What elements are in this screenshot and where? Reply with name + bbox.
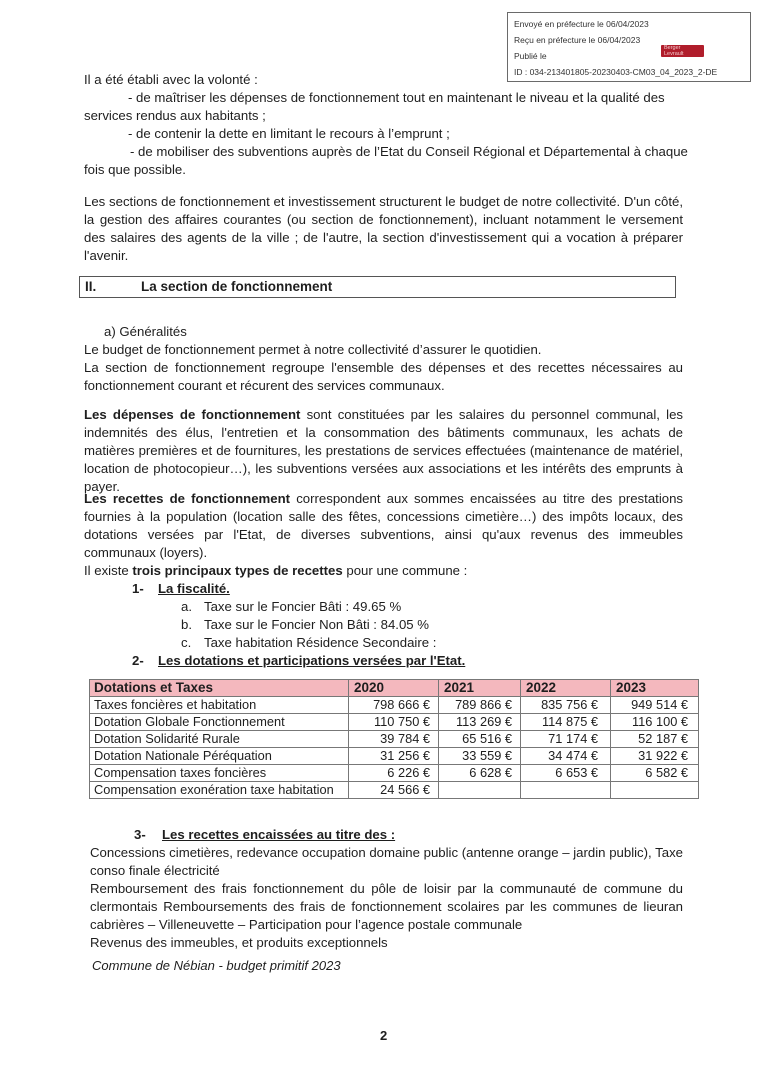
dotations-table: [89, 679, 699, 799]
page-number: 2: [380, 1028, 388, 1043]
header-2023: 2023: [611, 680, 699, 697]
section-number: II.: [85, 279, 97, 294]
row-label: Taxes foncières et habitation: [90, 697, 349, 714]
fiscalite-item-c: Taxe habitation Résidence Secondaire :: [204, 635, 437, 650]
cell-2022: [521, 782, 611, 799]
generalites-line-2: La section de fonctionnement regroupe l'ensemble des dépenses et des recettes nécessaires au fonctionnement courant et récurent des services communaux.: [84, 360, 683, 393]
cell-2022: 6 653 €: [521, 765, 611, 782]
prefecture-stamp: [507, 12, 751, 82]
table-row: [90, 782, 699, 799]
table-row: [90, 697, 699, 714]
intro-bullet-1a: - de maîtriser les dépenses de fonctionnement tout en maintenant le niveau et la qualité des: [128, 90, 665, 105]
cell-2022: 34 474 €: [521, 748, 611, 765]
cell-2023: 116 100 €: [611, 714, 699, 731]
recettes-text: correspondent aux sommes encaissées au titre des prestations fournies à la population (location salle des fêtes, concessions cimetière…) des impôts locaux, des dotations versées par l'Etat, de diverses subventions, ainsi qu'aux revenus des immeubles communaux (loyers).: [84, 491, 684, 560]
section-title: La section de fonctionnement: [141, 279, 333, 294]
dotations-title: Les dotations et participations versées par l'Etat.: [158, 653, 466, 668]
depenses-bold: Les dépenses de fonctionnement: [84, 407, 301, 422]
cell-2020: 39 784 €: [349, 731, 439, 748]
types-post: pour une commune :: [342, 563, 468, 578]
types-pre: Il existe: [84, 563, 133, 578]
cell-2021: 65 516 €: [439, 731, 521, 748]
document-footer: Commune de Nébian - budget primitif 2023: [92, 958, 341, 973]
cell-2021: [439, 782, 521, 799]
encaissees-paragraph-3: Revenus des immeubles, et produits exceptionnels: [90, 935, 388, 950]
row-label: Dotation Globale Fonctionnement: [90, 714, 349, 731]
intro-bullet-2: - de contenir la dette en limitant le recours à l’emprunt ;: [128, 126, 450, 141]
cell-2021: 113 269 €: [439, 714, 521, 731]
cell-2022: 835 756 €: [521, 697, 611, 714]
stamp-received-date: Reçu en préfecture le 06/04/2023: [514, 35, 641, 45]
cell-2020: 6 226 €: [349, 765, 439, 782]
sections-paragraph: Les sections de fonctionnement et investissement structurent le budget de notre collectivité. D'un côté, la gestion des affaires courantes (ou section de fonctionnement), incluant notamment le versement des salaires des agents de la ville ; de l'autre, la section d'investissement qui a vocation à préparer l'avenir.: [84, 194, 683, 263]
depenses-paragraph: [84, 406, 683, 496]
fiscalite-item-a-letter: a.: [181, 599, 192, 614]
intro-bullet-3b: fois que possible.: [84, 162, 186, 177]
logo-line-1: Berger: [664, 45, 681, 51]
cell-2023: 949 514 €: [611, 697, 699, 714]
logo-line-2: Levrault: [664, 51, 684, 57]
cell-2021: 6 628 €: [439, 765, 521, 782]
stamp-id: ID : 034-213401805-20230403-CM03_04_2023_2-DE: [514, 67, 718, 77]
header-2022: 2022: [521, 680, 611, 697]
fiscalite-number: 1-: [132, 581, 144, 596]
table-header-row: [90, 680, 699, 697]
types-bold: trois principaux types de recettes: [132, 563, 343, 578]
generalites-heading: a) Généralités: [104, 324, 187, 339]
encaissees-paragraph-2: Remboursement des frais fonctionnement du pôle de loisir par la communauté de commune du clermontais Remboursements des frais de fonctionnement scolaires par les communes de lieuran cabrières – Villeneuvette – Participation pour l’agence postale communale: [90, 881, 683, 932]
fiscalite-item-a: Taxe sur le Foncier Bâti : 49.65 %: [204, 599, 402, 614]
cell-2023: 52 187 €: [611, 731, 699, 748]
berger-levrault-logo-icon: [661, 45, 704, 57]
row-label: Compensation exonération taxe habitation: [90, 782, 349, 799]
cell-2023: [611, 782, 699, 799]
fiscalite-item-b: Taxe sur le Foncier Non Bâti : 84.05 %: [204, 617, 430, 632]
cell-2020: 31 256 €: [349, 748, 439, 765]
cell-2022: 71 174 €: [521, 731, 611, 748]
cell-2023: 31 922 €: [611, 748, 699, 765]
intro-bullet-1b: services rendus aux habitants ;: [84, 108, 266, 123]
table-row: [90, 731, 699, 748]
cell-2020: 798 666 €: [349, 697, 439, 714]
cell-2021: 33 559 €: [439, 748, 521, 765]
table-row: [90, 748, 699, 765]
cell-2021: 789 866 €: [439, 697, 521, 714]
row-label: Dotation Solidarité Rurale: [90, 731, 349, 748]
dotations-number: 2-: [132, 653, 144, 668]
intro-lead: Il a été établi avec la volonté :: [84, 72, 258, 87]
intro-bullet-3a: - de mobiliser des subventions auprès de l’Etat du Conseil Régional et Départemental à chaque: [130, 144, 688, 159]
depenses-text: sont constituées par les salaires du personnel communal, les indemnités des élus, l'entretien et la consommation des bâtiments communaux, les achats de matières premières et de fournitures, les prestations de services effectuées (maintenance de matériel, location de photocopieur…), les subventions versées aux associations et les intérêts des emprunts à payer.: [84, 407, 683, 494]
recettes-types-line: [84, 562, 467, 580]
row-label: Dotation Nationale Péréquation: [90, 748, 349, 765]
table-row: [90, 714, 699, 731]
cell-2020: 110 750 €: [349, 714, 439, 731]
recettes-bold: Les recettes de fonctionnement: [84, 491, 291, 506]
encaissees-paragraph-1: Concessions cimetières, redevance occupation domaine public (antenne orange – jardin public), Taxe conso finale électricité: [90, 845, 683, 878]
section-heading-box: [79, 276, 676, 298]
recettes-paragraph: [84, 490, 683, 562]
encaissees-title: Les recettes encaissées au titre des :: [162, 827, 396, 842]
cell-2023: 6 582 €: [611, 765, 699, 782]
header-2020: 2020: [349, 680, 439, 697]
stamp-sent-date: Envoyé en préfecture le 06/04/2023: [514, 19, 649, 29]
generalites-line-1: Le budget de fonctionnement permet à notre collectivité d’assurer le quotidien.: [84, 342, 542, 357]
stamp-published: Publié le: [514, 51, 547, 61]
table-row: [90, 765, 699, 782]
fiscalite-title: La fiscalité.: [158, 581, 230, 596]
header-label: Dotations et Taxes: [90, 680, 349, 697]
encaissees-number: 3-: [134, 827, 146, 842]
fiscalite-item-b-letter: b.: [181, 617, 192, 632]
cell-2022: 114 875 €: [521, 714, 611, 731]
fiscalite-item-c-letter: c.: [181, 635, 192, 650]
row-label: Compensation taxes foncières: [90, 765, 349, 782]
header-2021: 2021: [439, 680, 521, 697]
cell-2020: 24 566 €: [349, 782, 439, 799]
